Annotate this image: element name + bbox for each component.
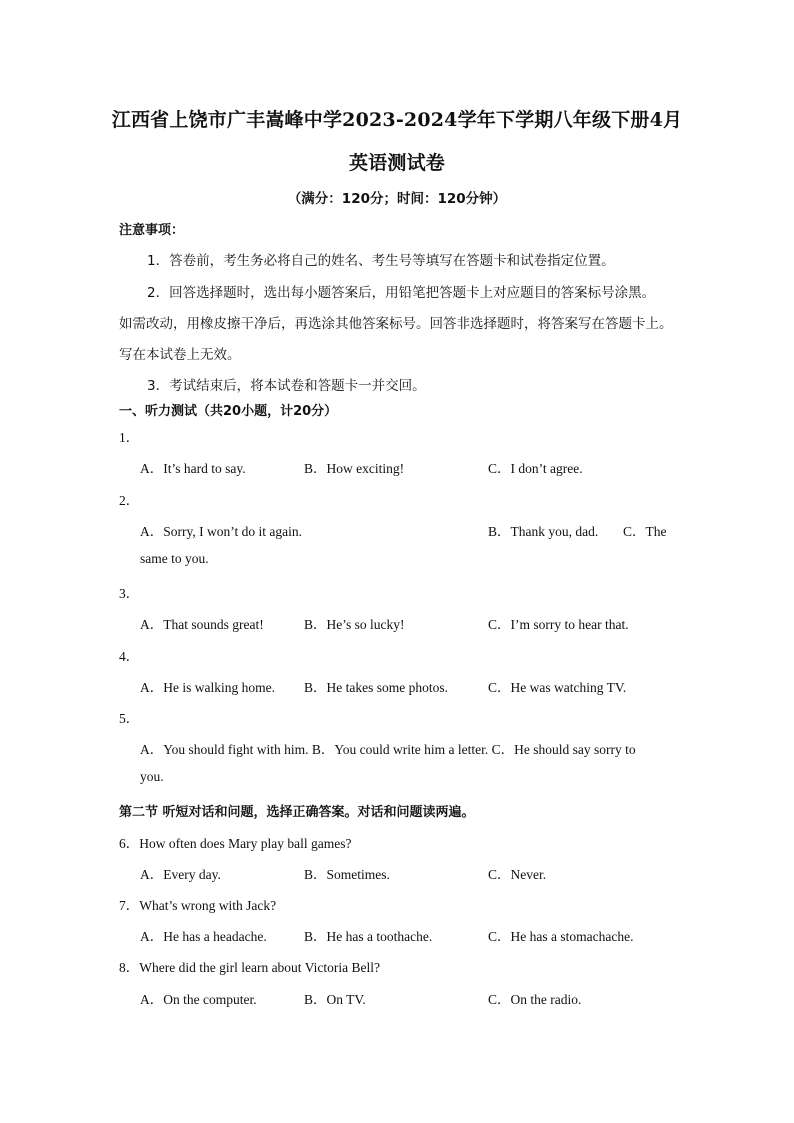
question-number: 1． — [119, 430, 140, 445]
exam-title-line1: 江西省上饶市广丰嵩峰中学2023-2024学年下学期八年级下册4月 — [111, 109, 683, 131]
question-number: 3． — [119, 586, 140, 601]
option-a: A．He has a headache. — [140, 929, 267, 944]
option-a: A．Sorry, I won’t do it again. — [140, 524, 302, 539]
option-c: C．I don’t agree. — [488, 461, 583, 476]
notes-item-3: 3．考试结束后，将本试卷和答题卡一并交回。 — [147, 378, 426, 394]
option-b: B．He has a toothache. — [304, 929, 433, 944]
notes-item-2-cont: 如需改动，用橡皮擦干净后，再选涂其他答案标号。回答非选择题时，将答案写在答题卡上。 — [119, 316, 673, 332]
notes-item-2: 2．回答选择题时，选出每小题答案后，用铅笔把答题卡上对应题目的答案标号涂黑。 — [147, 285, 656, 301]
option-c-cont: you. — [140, 769, 164, 784]
question-stem: 7．What’s wrong with Jack? — [119, 898, 277, 913]
option-b: B．Thank you, dad. — [488, 524, 599, 539]
question-number: 5． — [119, 711, 140, 726]
option-a: A．Every day. — [140, 867, 221, 882]
question-number: 2． — [119, 493, 140, 508]
option-c: C．On the radio. — [488, 992, 582, 1007]
option-b: B．Sometimes. — [304, 867, 390, 882]
option-c: C．He was watching TV. — [488, 680, 627, 695]
score-time-note: （满分：120分；时间：120分钟） — [287, 191, 507, 207]
option-b: B．How exciting! — [304, 461, 405, 476]
option-c: C．The — [623, 524, 667, 539]
option-a: A．He is walking home. — [140, 680, 275, 695]
option-c-cont: same to you. — [140, 551, 209, 566]
option-c: C．I’m sorry to hear that. — [488, 617, 629, 632]
question-number: 4． — [119, 649, 140, 664]
option-a: A．That sounds great! — [140, 617, 264, 632]
option-b: B．He takes some photos. — [304, 680, 448, 695]
option-c: C．Never. — [488, 867, 547, 882]
notes-item-2-end: 写在本试卷上无效。 — [119, 347, 241, 363]
notes-item-1: 1．答卷前，考生务必将自己的姓名、考生号等填写在答题卡和试卷指定位置。 — [147, 253, 615, 269]
exam-title-line2: 英语测试卷 — [348, 152, 445, 174]
question-stem: 8．Where did the girl learn about Victoria Bell? — [119, 960, 380, 975]
option-a: A．It’s hard to say. — [140, 461, 246, 476]
options-line: A．You should fight with him. B．You could write him a letter. C．He should say sorry to — [140, 742, 636, 757]
option-a: A．On the computer. — [140, 992, 257, 1007]
question-stem: 6．How often does Mary play ball games? — [119, 836, 352, 851]
option-c: C．He has a stomachache. — [488, 929, 634, 944]
notes-heading: 注意事项： — [119, 223, 185, 238]
section-1-heading: 一、听力测试（共20小题，计20分） — [119, 404, 338, 419]
option-b: B．On TV. — [304, 992, 366, 1007]
option-b: B．He’s so lucky! — [304, 617, 405, 632]
section-2-heading: 第二节 听短对话和问题，选择正确答案。对话和问题读两遍。 — [119, 805, 475, 820]
